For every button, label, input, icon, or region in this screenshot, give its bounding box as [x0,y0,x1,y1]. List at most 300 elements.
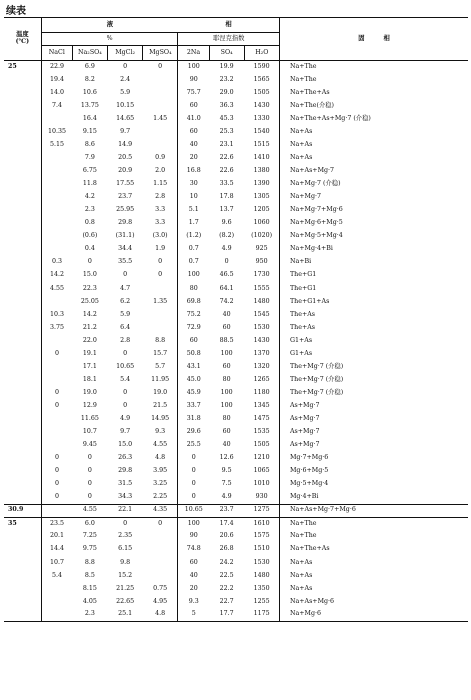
liquid-header: 液 [41,18,178,33]
cell-na2: 16.8 [178,165,209,178]
cell-h2o: 1320 [253,362,270,370]
cell-mgcl2: 6.2 [120,297,131,305]
cell-so4: 45.3 [219,114,234,122]
cell-na2so4: 9.45 [82,441,97,449]
table-row [4,74,468,87]
cell-nacl: 10.3 [41,308,72,321]
cell-na2: 80 [178,282,209,295]
cell-t [4,569,41,582]
cell-so4: 19.9 [219,62,234,70]
cell-so4: 100 [220,349,233,357]
cell-phase: Na+Mg·6+Mg·5 [279,217,468,230]
cell-so4: 80 [222,375,231,383]
cell-mgcl2: 5.4 [120,375,131,383]
table-row [4,387,468,400]
cell-h2o: 1505 [253,441,270,449]
cell-mgso4: 4.8 [155,454,166,462]
cell-mgcl2: 0 [123,349,128,357]
cell-t [4,374,41,387]
cell-mgcl2: 9.7 [120,428,131,436]
cell-na2so4: 4.2 [84,193,95,201]
cell-nacl [41,113,72,126]
cell-so4: 33.5 [219,180,234,188]
cell-mgso4: 4.8 [143,608,178,621]
cell-mgso4: 19.0 [153,388,168,396]
cell-h2o: 1535 [253,428,270,436]
cell-phase: As+Mg·7 [279,400,468,413]
cell-so4: 26.8 [219,545,234,553]
col-header-2na: 2Na [178,46,209,61]
cell-t [4,582,41,595]
cell-t [4,256,41,269]
cell-nacl [41,439,72,452]
cell-mgso4: 2.0 [155,167,166,175]
cell-nacl: 0 [41,400,72,413]
table-row [4,400,468,413]
cell-phase: Na+As [279,582,468,595]
cell-mgcl2: 5.9 [120,88,131,96]
cell-so4: 100 [220,401,233,409]
cell-mgso4: 0.75 [153,584,168,592]
table-row [4,256,468,269]
cell-na2so4: (0.6) [82,232,98,240]
cell-nacl [41,582,72,595]
cell-so4: 60 [222,362,231,370]
cell-t [4,400,41,413]
cell-na2: 0.7 [178,256,209,269]
cell-nacl [41,608,72,621]
cell-phase: Na+The+As [279,543,468,556]
cell-na2so4: 0 [87,493,92,501]
cell-so4: 88.5 [219,336,234,344]
cell-mgcl2: 0 [108,517,143,530]
cell-h2o: 1575 [253,532,270,540]
cell-mgcl2: 35.5 [118,258,133,266]
cell-t [4,321,41,334]
cell-h2o: 1480 [253,571,270,579]
cell-nacl [41,191,72,204]
table-row [4,113,468,126]
table-row [4,465,468,478]
cell-t [4,230,41,243]
cell-na2: 45.0 [178,374,209,387]
cell-mgso4: 2.8 [155,193,166,201]
data-table [4,17,468,622]
table-row [4,308,468,321]
cell-t [4,413,41,426]
cell-mgcl2: 10.15 [116,101,135,109]
cell-phase: Na+The [279,517,468,530]
cell-so4: 4.9 [221,493,232,501]
cell-na2: 41.0 [178,113,209,126]
cell-mgso4: 1.35 [153,297,168,305]
cell-na2so4: 9.75 [82,545,97,553]
cell-so4: 36.3 [219,101,234,109]
cell-nacl: 0 [41,491,72,504]
table-row [4,374,468,387]
table-row [4,282,468,295]
cell-h2o: 1530 [253,323,270,331]
col-header-h2o: H₂O [244,46,279,61]
cell-phase: The+G1 [279,282,468,295]
cell-mgcl2: 22.65 [116,597,135,605]
cell-mgso4: 3.3 [155,206,166,214]
cell-na2so4: 10.6 [82,88,97,96]
table-row [4,204,468,217]
table-row [4,426,468,439]
cell-t [4,113,41,126]
table-row [4,530,468,543]
cell-mgso4: 0 [158,271,163,279]
cell-h2o: 1610 [244,517,279,530]
cell-h2o: 1430 [253,336,270,344]
cell-na2: 29.6 [178,426,209,439]
table-row [4,100,468,113]
cell-na2: 75.2 [178,308,209,321]
cell-h2o: 1345 [253,401,270,409]
cell-mgso4: 21.5 [153,401,168,409]
cell-so4: 29.0 [219,88,234,96]
cell-phase: Na+As [279,152,468,165]
cell-nacl: 0.3 [41,256,72,269]
cell-mgcl2: 20.5 [118,154,133,162]
table-row [4,321,468,334]
cell-na2: 0 [178,478,209,491]
cell-t [4,165,41,178]
cell-t [4,361,41,374]
cell-na2: 31.8 [178,413,209,426]
cell-na2so4: 8.15 [82,584,97,592]
cell-so4: 7.5 [221,480,232,488]
cell-mgcl2: 5.9 [120,310,131,318]
cell-t [4,87,41,100]
cell-phase: The+As [279,308,468,321]
cell-na2: 60 [178,100,209,113]
table-row [4,165,468,178]
cell-na2: 20 [178,152,209,165]
cell-so4: 22.6 [219,167,234,175]
cell-na2so4: 0.4 [84,245,95,253]
cell-t: 25 [8,62,17,70]
cell-nacl: 14.0 [41,87,72,100]
cell-h2o: 1265 [253,375,270,383]
cell-nacl: 0 [41,478,72,491]
cell-phase: Mg·6+Mg·5 [279,465,468,478]
cell-h2o: 1540 [253,127,270,135]
cell-na2so4: 11.65 [80,414,99,422]
cell-t [4,334,41,347]
cell-t: 35 [4,517,41,530]
cell-na2so4: 12.9 [82,401,97,409]
cell-h2o: 1010 [253,480,270,488]
cell-na2: 9.3 [178,595,209,608]
cell-mgso4: 3.25 [153,480,168,488]
cell-mgso4: 14.95 [151,414,170,422]
cell-h2o: 1180 [253,388,270,396]
cell-so4: 60 [222,323,231,331]
cell-nacl: 7.4 [41,100,72,113]
cell-t [4,387,41,400]
cell-na2: 100 [178,61,209,74]
cell-nacl: 20.1 [41,530,72,543]
cell-mgcl2: 0 [123,401,128,409]
cell-h2o: 1530 [253,558,270,566]
cell-so4: 46.5 [219,271,234,279]
cell-phase: Na+Bi [279,256,468,269]
cell-na2so4: 14.2 [82,310,97,318]
cell-h2o: 930 [255,493,268,501]
cell-phase: The+Mg·7 (介稳) [279,387,468,400]
cell-t [4,139,41,152]
cell-mgcl2: 2.8 [120,336,131,344]
cell-phase: The+G1 [279,269,468,282]
cell-nacl [41,230,72,243]
table-row [4,582,468,595]
cell-h2o: 1565 [253,75,270,83]
cell-t [4,191,41,204]
cell-mgcl2: 2.4 [120,75,131,83]
table-row [4,348,468,361]
table-row [4,126,468,139]
cell-h2o: 1545 [253,310,270,318]
cell-so4: 22.5 [219,571,234,579]
table-row [4,139,468,152]
cell-mgso4: 4.95 [153,597,168,605]
cell-mgcl2: 4.7 [120,284,131,292]
cell-h2o: 1175 [244,608,279,621]
cell-na2so4: 11.8 [82,180,97,188]
cell-mgso4: 8.8 [155,336,166,344]
table-row [4,543,468,556]
cell-nacl: 0 [41,348,72,361]
cell-na2so4: 0 [87,454,92,462]
table-row [4,491,468,504]
cell-na2: 50.8 [178,348,209,361]
cell-na2so4: 0 [87,480,92,488]
cell-na2so4: 17.1 [82,362,97,370]
cell-mgso4: 1.45 [153,114,168,122]
cell-so4: (8.2) [219,232,235,240]
cell-mgcl2: 0 [123,271,128,279]
cell-mgso4: 1.15 [153,180,168,188]
cell-mgcl2: (31.1) [115,232,135,240]
table-row [4,439,468,452]
table-row [4,569,468,582]
cell-phase: Na+Mg·4+Bi [279,243,468,256]
cell-so4: 25.3 [219,127,234,135]
cell-mgso4 [143,569,178,582]
cell-na2: 74.8 [178,543,209,556]
cell-na2so4: 4.05 [82,597,97,605]
cell-mgso4 [143,100,178,113]
cell-mgcl2: 9.8 [120,558,131,566]
cell-mgso4 [143,126,178,139]
cell-mgcl2: 31.5 [118,480,133,488]
cell-mgso4 [143,556,178,569]
table-row [4,61,468,74]
cell-t: 30.9 [4,504,41,517]
cell-nacl: 0 [41,465,72,478]
cell-phase: G1+As [279,334,468,347]
table-row [4,152,468,165]
cell-mgso4: 0 [143,517,178,530]
table-row [4,556,468,569]
cell-phase: G1+As [279,348,468,361]
cell-so4: 23.2 [219,75,234,83]
cell-so4: 24.2 [219,558,234,566]
cell-na2so4: 7.9 [84,154,95,162]
cell-t [4,452,41,465]
solid-phase-header: 固 相 [279,18,468,61]
cell-phase: Na+Mg·6 [279,608,468,621]
cell-so4: 22.6 [219,154,234,162]
cell-h2o: 1275 [244,504,279,517]
cell-na2so4: 15.0 [82,271,97,279]
table-row [4,230,468,243]
cell-t [4,178,41,191]
cell-t [4,608,41,621]
cell-na2so4: 6.9 [84,62,95,70]
cell-na2so4: 21.2 [82,323,97,331]
cell-so4: 12.6 [219,454,234,462]
cell-mgcl2: 17.55 [116,180,135,188]
cell-mgso4 [143,321,178,334]
cell-so4: 100 [220,388,233,396]
cell-na2so4: 7.25 [82,532,97,540]
cell-phase: Na+As [279,126,468,139]
cell-t [4,126,41,139]
cell-h2o: 1380 [253,167,270,175]
cell-h2o: 1210 [253,454,270,462]
cell-phase: Na+As [279,569,468,582]
cell-mgso4 [143,74,178,87]
cell-nacl [41,217,72,230]
cell-na2so4: 8.8 [84,558,95,566]
table-row [4,452,468,465]
cell-phase: The+As [279,321,468,334]
cell-so4: 0 [224,258,229,266]
cell-mgso4: 2.25 [153,493,168,501]
cell-mgso4: 11.95 [151,375,170,383]
cell-nacl: 10.7 [41,556,72,569]
cell-mgcl2: 6.4 [120,323,131,331]
cell-na2so4: 19.0 [82,388,97,396]
cell-nacl [41,295,72,308]
cell-phase: Na+Mg·7 (介稳) [279,178,468,191]
cell-t [4,426,41,439]
cell-h2o: 1430 [253,101,270,109]
cell-h2o: 1505 [253,88,270,96]
cell-so4: 17.7 [209,608,244,621]
cell-h2o: 950 [255,258,268,266]
cell-na2so4: 19.1 [82,349,97,357]
cell-na2so4: 0.8 [84,219,95,227]
cell-so4: 64.1 [219,284,234,292]
cell-h2o: 1555 [253,284,270,292]
cell-t [4,152,41,165]
cell-nacl [41,504,72,517]
cell-na2: 90 [178,74,209,87]
cell-so4: 40 [222,441,231,449]
cell-nacl: 14.2 [41,269,72,282]
cell-mgcl2: 29.8 [118,467,133,475]
cell-phase: Na+Mg·7+Mg·6 [279,204,468,217]
cell-phase: Na+The+As [279,87,468,100]
cell-h2o: 1475 [253,414,270,422]
cell-na2: 90 [178,530,209,543]
cell-na2so4: 22.3 [82,284,97,292]
cell-so4: 22.2 [219,584,234,592]
cell-mgso4: 5.7 [155,362,166,370]
cell-mgcl2: 14.9 [118,141,133,148]
cell-na2so4: 2.3 [72,608,107,621]
cell-h2o: 1370 [253,349,270,357]
cell-nacl [41,178,72,191]
cell-phase: Mg·4+Bi [279,491,468,504]
cell-nacl: 22.9 [41,61,72,74]
cell-mgcl2: 2.35 [118,532,133,540]
cell-so4: 80 [222,414,231,422]
cell-na2so4: 8.6 [84,141,95,148]
cell-mgcl2: 21.25 [116,584,135,592]
cell-mgcl2: 15.0 [118,441,133,449]
table-row [4,87,468,100]
cell-t [4,439,41,452]
cell-na2so4: 4.55 [72,504,107,517]
cell-so4: 23.1 [219,141,234,148]
cell-h2o: 1590 [253,62,270,70]
table-row [4,243,468,256]
cell-t [4,556,41,569]
cell-phase: Na+As+Mg·7+Mg·6 [279,504,468,517]
phase-char-header: 相 [178,18,280,33]
cell-nacl: 14.4 [41,543,72,556]
cell-mgso4: 9.3 [155,428,166,436]
cell-na2: 60 [178,556,209,569]
cell-na2: 0 [178,452,209,465]
cell-so4: 74.2 [219,297,234,305]
cell-t [4,217,41,230]
cell-h2o: (1020) [251,232,273,240]
cell-h2o: 1410 [253,154,270,162]
cell-t [4,478,41,491]
cell-phase: The+Mg·7 (介稳) [279,361,468,374]
cell-t [4,269,41,282]
cell-mgcl2: 23.7 [118,193,133,201]
cell-na2: 69.8 [178,295,209,308]
cell-phase: Na+The [279,530,468,543]
cell-h2o: 1255 [253,597,270,605]
cell-nacl [41,243,72,256]
cell-h2o: 1510 [253,545,270,553]
caption: 续表 [6,6,26,17]
cell-mgso4 [143,308,178,321]
cell-na2so4: 25.05 [80,297,99,305]
cell-nacl [41,204,72,217]
cell-nacl [41,426,72,439]
table-row [4,478,468,491]
cell-t [4,530,41,543]
cell-phase: As+Mg·7 [279,426,468,439]
cell-na2: 5 [178,608,209,621]
cell-phase: Na+As+Mg·7 [279,165,468,178]
cell-mgcl2: 4.9 [120,414,131,422]
cell-nacl [41,152,72,165]
cell-phase: The+Mg·7 (介稳) [279,374,468,387]
cell-na2: 10 [178,191,209,204]
cell-na2: 30 [178,178,209,191]
cell-na2so4: 13.75 [80,101,99,109]
